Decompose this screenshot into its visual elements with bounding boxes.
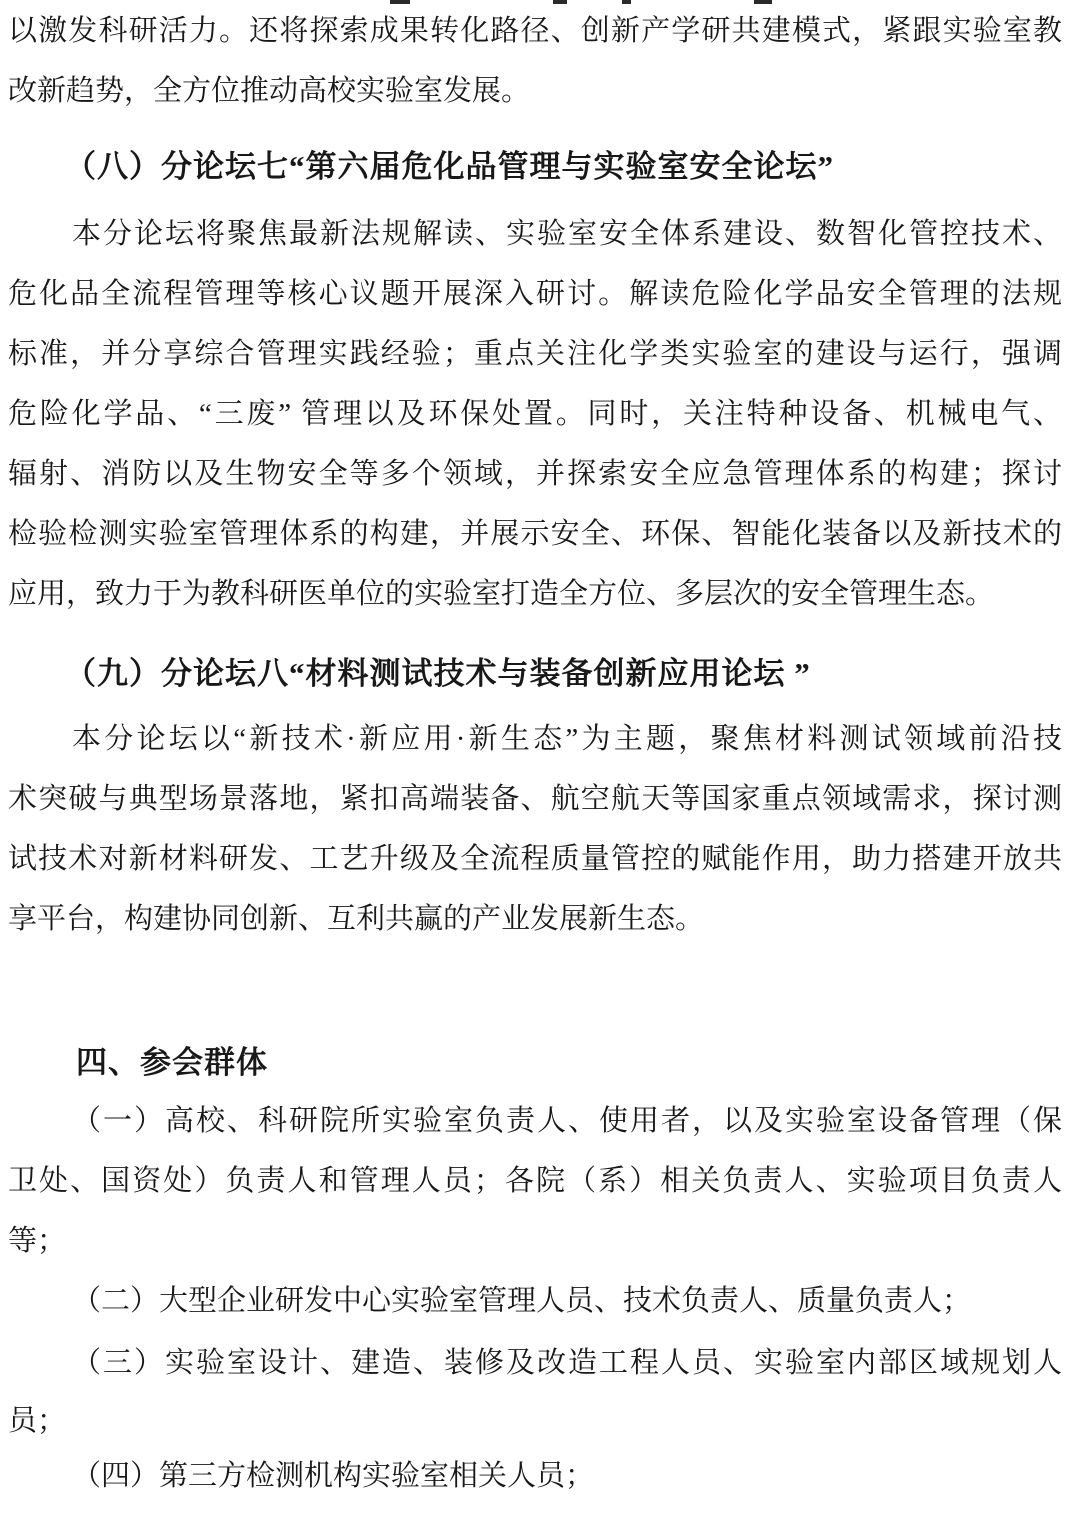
document-line: 应用，致力于为教科研医单位的实验室打造全方位、多层次的安全管理生态。 (8, 578, 995, 610)
document-line: （四）第三方检测机构实验室相关人员； (72, 1460, 595, 1492)
cutoff-text-fragment (754, 0, 772, 4)
document-line: 本分论坛以“新技术·新应用·新生态”为主题，聚焦材料测试领域前沿技 (72, 723, 1062, 755)
document-line: 危险化学品、“三废” 管理以及环保处置。同时，关注特种设备、机械电气、 (8, 398, 1062, 430)
document-line: 危化品全流程管理等核心议题开展深入研讨。解读危险化学品安全管理的法规 (8, 278, 1062, 310)
document-line: （三）实验室设计、建造、装修及改造工程人员、实验室内部区域规划人 (72, 1347, 1062, 1379)
document-line: 试技术对新材料研发、工艺升级及全流程质量管控的赋能作用，助力搭建开放共 (8, 843, 1062, 875)
document-line: 本分论坛将聚焦最新法规解读、实验室安全体系建设、数智化管控技术、 (72, 218, 1062, 250)
cutoff-text-fragment (553, 0, 567, 4)
section-heading-participants: 四、参会群体 (76, 1045, 268, 1080)
document-line: 标准，并分享综合管理实践经验；重点关注化学类实验室的建设与运行，强调 (8, 338, 1062, 370)
document-line: 享平台，构建协同创新、互利共赢的产业发展新生态。 (8, 903, 705, 935)
document-line: 卫处、国资处）负责人和管理人员；各院（系）相关负责人、实验项目负责人 (8, 1165, 1062, 1197)
document-line: 员； (8, 1405, 67, 1437)
document-line: （二）大型企业研发中心实验室管理人员、技术负责人、质量负责人； (72, 1285, 972, 1317)
document-line: 检验检测实验室管理体系的构建，并展示安全、环保、智能化装备以及新技术的 (8, 518, 1062, 550)
cutoff-text-fragment (390, 0, 410, 4)
cutoff-text-fragment (622, 0, 631, 4)
document-line: 辐射、消防以及生物安全等多个领域，并探索安全应急管理体系的构建；探讨 (8, 458, 1062, 490)
document-line: 术突破与典型场景落地，紧扣高端装备、航空航天等国家重点领域需求，探讨测 (8, 783, 1062, 815)
document-line: （一）高校、科研院所实验室负责人、使用者，以及实验室设备管理（保 (72, 1105, 1062, 1137)
section-heading-forum8: （九）分论坛八“材料测试技术与装备创新应用论坛 ” (65, 656, 811, 691)
document-line: 改新趋势，全方位推动高校实验室发展。 (8, 75, 531, 107)
section-heading-forum7: （八）分论坛七“第六届危化品管理与实验室安全论坛” (65, 149, 834, 184)
document-line: 等； (8, 1225, 67, 1257)
document-line: 以激发科研活力。还将探索成果转化路径、创新产学研共建模式，紧跟实验室教 (8, 15, 1062, 47)
